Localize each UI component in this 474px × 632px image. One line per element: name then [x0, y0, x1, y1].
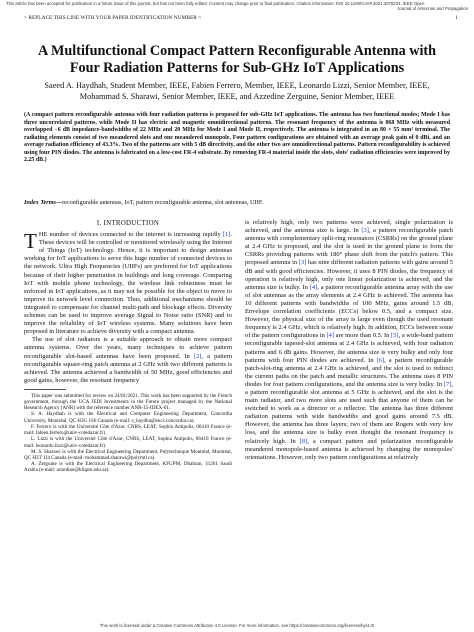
footnote: F. Ferrero is with the Université Côte d'Azur, CNRS, LEAT, Sophia Antipolis, 06410 France (e-mail: fabien.ferrero@univ-cotedazur.fr).: [24, 423, 232, 437]
citation-link[interactable]: [5]: [391, 332, 399, 340]
intro-p2-rest: , a pattern reconfigurable square-ring patch antenna at 2 GHz with two different patterns is achieved. The antenna achieved a bandwidth of 50 MHz, good efficiencies and good gains, however, the resonant frequency: [24, 352, 233, 384]
footnote: L. Lizzi is with the Université Côte d'Azur, CNRS, LEAT, Sophia Antipolis, 06410 France (e-mail: leonardo.lizzi@univ-cotedazur.fr).: [24, 436, 232, 449]
left-column: [24, 219, 232, 474]
citation-link[interactable]: [3]: [361, 227, 369, 235]
index-terms: Index Terms—reconfigurable antennas, IoT, pattern reconfigurable antenna, slot antennas, UHF.: [24, 199, 264, 206]
body-text: , a pattern reconfigurable antenna array with the use of slot antennas as the array elements at 2.4 GHz is achieved. The antenna has 10 different patterns with bandwidths of 100 MHz, gains around 1.5 dB, Envelope correlation coefficients (ECCs) below 0.5, and a compact size. However, the physical size of the array is large even though the used resonant frequency is 2.4 GHz, which is relatively high. In addition, ECCs between some of the pattern configurations in: [245, 283, 453, 340]
footnote-divider: [24, 389, 66, 390]
drop-cap: T: [24, 229, 37, 254]
publication-notice: [6, 1, 468, 12]
abstract: (A compact pattern reconfigurable antenna with four radiation patterns is proposed for sub-GHz IoT applications. The antenna has two functional modes; Mode I has three uncorrelated patterns, while Mode II has electric and magnetic omnidirectional patterns. The resonant frequency of the antenna is 868 MHz with measured overlapped −6 dB impedance-bandwidths of 22 MHz and 20 MHz for Mode I and Mode II, respectively. The antenna is integrated in an 80 × 55 mm² terminal. The radiating elements consist of two meandered slots and one meandered monopole. Four pattern configurations are obtained with an average peak gain of 0 dBi, and an average radiation efficiency of 43.3%. Two of the patterns are with 5 dB directivity, and the other two are omnidirectional patterns. Pattern reconfigurability is achieved using four PIN diodes. The antenna is fabricated on a low-cost FR-4 substrate. By removing FR-4 material inside the slots, slots' radiation efficiencies were improved by 2.25 dB.): [24, 112, 450, 164]
intro-p2-lead: The use of slot radiators is a suitable approach to obtain more compact antenna systems. Over the years, many techniques to achieve pattern reconfigurable slot-based antennas have been proposed. In: [24, 336, 232, 360]
body-text: , a compact pattern and polarization reconfigurable meandered monopole-based antenna is achieved by changing the monopoles' orientations. However, only two pattern configurations at relatively: [245, 437, 453, 461]
citation-link[interactable]: [4]: [309, 283, 318, 291]
body-text: , a pattern reconfigurable slot antenna at 5 GHz is achieved, and the slot is the main radiator, and two more slots are used such that anyone of them can be switched to work as a director or a reflector. The antenna has three different radiation patterns with wide bandwidths and good gains around 7.5 dB. However, the antenna has three layers; two of them are Rogers with very low loss, and the antenna size is bulky even thought the resonant frequency is relatively high. In: [245, 380, 453, 445]
citation-link[interactable]: [1]: [222, 231, 231, 239]
footnote: M. S. Sharawi is with the Electrical Engineering Department, Polytechnique Montréal, Montréal, QC H3T 1J4 Canada (e-mail: mohammad.sharawi@polymtl.ca).: [24, 448, 232, 461]
intro-p1-lead: HE number of devices connected to the internet is increasing rapidly: [38, 231, 223, 239]
journal-name: Journal of Antennas and Propagation: [397, 6, 468, 12]
intro-paragraph-2: [24, 336, 232, 385]
body-text: has nine different radiation patterns with gains around 5 dB and with good efficiencies. However, it uses 8 PIN diodes, the frequency of operation is relatively high, only one linear polarization is achieved, and the antenna size is bulky. In: [245, 259, 453, 291]
body-text: , a pattern reconfigurable patch antenna with complementary split-ring resonators (CSRRs) on the ground plane at 2.4 GHz is proposed, and the slot is used in the ground plane to form the CSRRs providing patterns with 180° phase shift from the patch's pattern. This proposed antenna in: [245, 227, 453, 267]
citation-link[interactable]: [2]: [193, 352, 202, 360]
right-column-paragraph: [245, 219, 453, 462]
section-heading-introduction: I. INTRODUCTION: [96, 220, 160, 227]
author-line-2: Mohammad S. Sharawi, Senior Member, IEEE, and Azzedine Zerguine, Senior Member, IEEE: [79, 91, 395, 101]
citation-link[interactable]: [3]: [298, 259, 307, 267]
body-text: , a pattern reconfigurable patch-slot-ring antenna at 2.4 GHz is achieved, and the slot is used to redirect the current paths on the patch and metallic structures. The antenna uses 8 PIN diodes for four pattern configurations, and the antenna size is very bulky. In: [245, 356, 453, 388]
footnote: A. Zerguine is with the Electrical Engineering Department, KFUPM, Dhahran, 31261 Saudi Arabia (e-mail: azzedine@kfupm.edu.sa).: [24, 461, 232, 474]
paper-title: A Multifunctional Compact Pattern Reconfigurable Antenna with Four Radiation Patterns for Sub-GHz IoT Applications: [37, 43, 437, 76]
page-number: 1: [455, 15, 458, 21]
author-line-1: Saeed A. Haydhah, Student Member, IEEE, Fabien Ferrero, Member, IEEE, Leonardo Lizzi, Senior Member, IEEE,: [44, 81, 430, 90]
footnote: S. A. Haydhah is with the Electrical and Computer Engineering Department, Concordia University, Montréal, QC H3G 1S6 Canada (e-mail: s_haydha@encs.concordia.ca).: [24, 411, 232, 424]
citation-link[interactable]: [7]: [443, 380, 452, 388]
body-text: are more than 0.5. In: [334, 332, 392, 340]
intro-p1-rest: . These devices will be controlled or monitored wirelessly using the Internet of Things (IoT) technology. Hence, it is important to design antennas working for IoT applications to serve this huge number of connected devices to the network. Ultra High Frequencies (UHFs) are preferred for IoT applications because of their higher penetration in buildings and long coverage. Comparing IoT with mobile phone technology, the wireless link robustness must be enforced in IoT applications, as it may not be possible for the object to move to improve its network level connection. Thus, additional mechanisms should be integrated to compensate for channel multi-path and blockage effects. Diversity schemes can be used to improve average Signal to Noise ratio (SNR) and to improve the reliability of IoT wireless systems. Many solutions have been proposed in literature to achieve diversity with a compact antenna.: [24, 231, 232, 336]
author-list: [24, 81, 450, 102]
footnotes: [24, 393, 232, 474]
running-header: [24, 15, 458, 21]
citation-link[interactable]: [6]: [376, 356, 385, 364]
footnote: This paper was submitted for review on 24/01/2021. This work has been supported by the French government, through the UCA JEDI Investments in the Future project managed by the National Research Agency (ANR) with the reference number ANR-15-IDEX-01.: [24, 392, 232, 412]
right-column: [245, 219, 453, 462]
index-terms-text: reconfigurable antennas, IoT, pattern reconfigurable antenna, slot antennas, UHF.: [62, 199, 264, 206]
index-terms-label: Index Terms: [24, 199, 56, 206]
citation-link[interactable]: [4]: [326, 332, 335, 340]
body-text: is relatively high, only two patterns were achieved, single polarization is achieved, and the antenna size is large. In: [245, 219, 453, 235]
intro-paragraph-1: [24, 231, 232, 336]
publication-notice-text: This article has been accepted for publication in a future issue of this journal, but has not been fully edited. Content may change prior to final publication. Citation information: DOI 10.1109/OJAP.2021.3078234, IEEE Open: [6, 1, 425, 6]
paper-identification-placeholder: > REPLACE THIS LINE WITH YOUR PAPER IDENTIFICATION NUMBER <: [24, 15, 202, 21]
license-footer: This work is licensed under a Creative Commons Attribution 4.0 License. For more information, see https://creativecommons.org/licenses/by/4.0/: [99, 623, 375, 628]
body-text: , a wide-band pattern reconfigurable tapered-slot antenna at 2.4 GHz is achieved, with four radiation patterns and 6 dB gains. However, the antenna size is very bulky and only four patterns with four PIN diodes are achieved. In: [245, 332, 453, 364]
citation-link[interactable]: [8]: [299, 437, 308, 445]
